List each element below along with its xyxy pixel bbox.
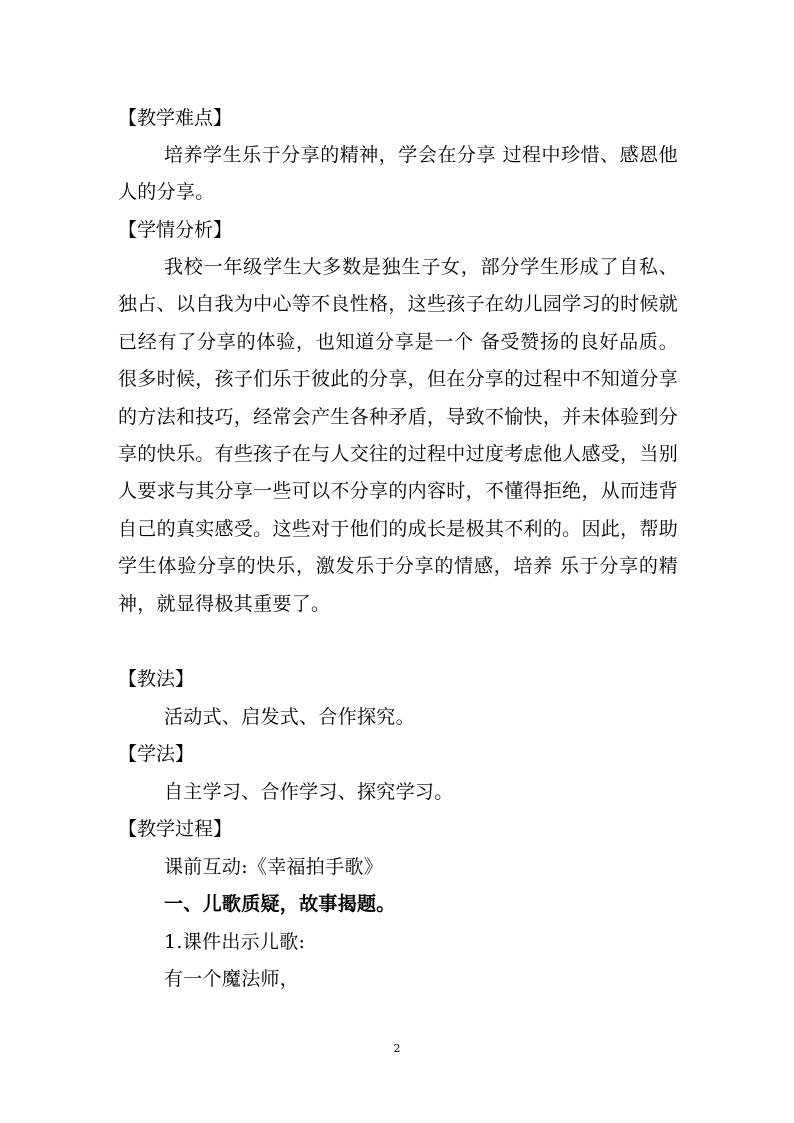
paragraph-learning-analysis: 我校一年级学生大多数是独生子女，部分学生形成了自私、独占、以自我为中心等不良性格，这些孩子在幼儿园学习的时候就已经有了分享的体验，也知道分享是一个 备受赞扬的良好品质。很多时候，孩子们乐于彼此的分享，但在分享的过程中不知道分享的方法和技巧，经常会产生各种矛盾，导致不愉快，并未体验到分享的快乐。有些孩子在与人交往的过程中过度考虑他人感受，当别人要求与其分享一些可以不分享的内容时，不懂得拒绝，从而违背自己的真实感受。这些对于他们的成长是极其不利的。因此，帮助学生体验分享的快乐，激发乐于分享的情感，培养 乐于分享的精神，就显得极其重要了。 xyxy=(118,256,678,615)
teaching-method-text: 活动式、启发式、合作探究。 xyxy=(164,706,415,728)
heading-learning-analysis: 【学情分析】 xyxy=(118,219,233,241)
song-line: 有一个魔法师， xyxy=(164,968,300,990)
heading-teaching-method: 【教法】 xyxy=(118,668,195,690)
step-one-item: 1.课件出示儿歌: xyxy=(164,931,306,953)
page-number: 2 xyxy=(393,1042,401,1055)
learning-method-text: 自主学习、合作学习、探究学习。 xyxy=(164,781,454,803)
step-one-title: 一、儿歌质疑，故事揭题。 xyxy=(164,893,396,915)
heading-learning-method: 【学法】 xyxy=(118,743,195,765)
heading-teaching-process: 【教学过程】 xyxy=(118,818,233,840)
warmup-activity: 课前互动:《幸福拍手歌》 xyxy=(164,856,384,878)
paragraph-teaching-difficulty: 培养学生乐于分享的精神，学会在分享 过程中珍惜、感恩他人的分享。 xyxy=(118,144,678,204)
heading-teaching-difficulty: 【教学难点】 xyxy=(118,107,233,129)
